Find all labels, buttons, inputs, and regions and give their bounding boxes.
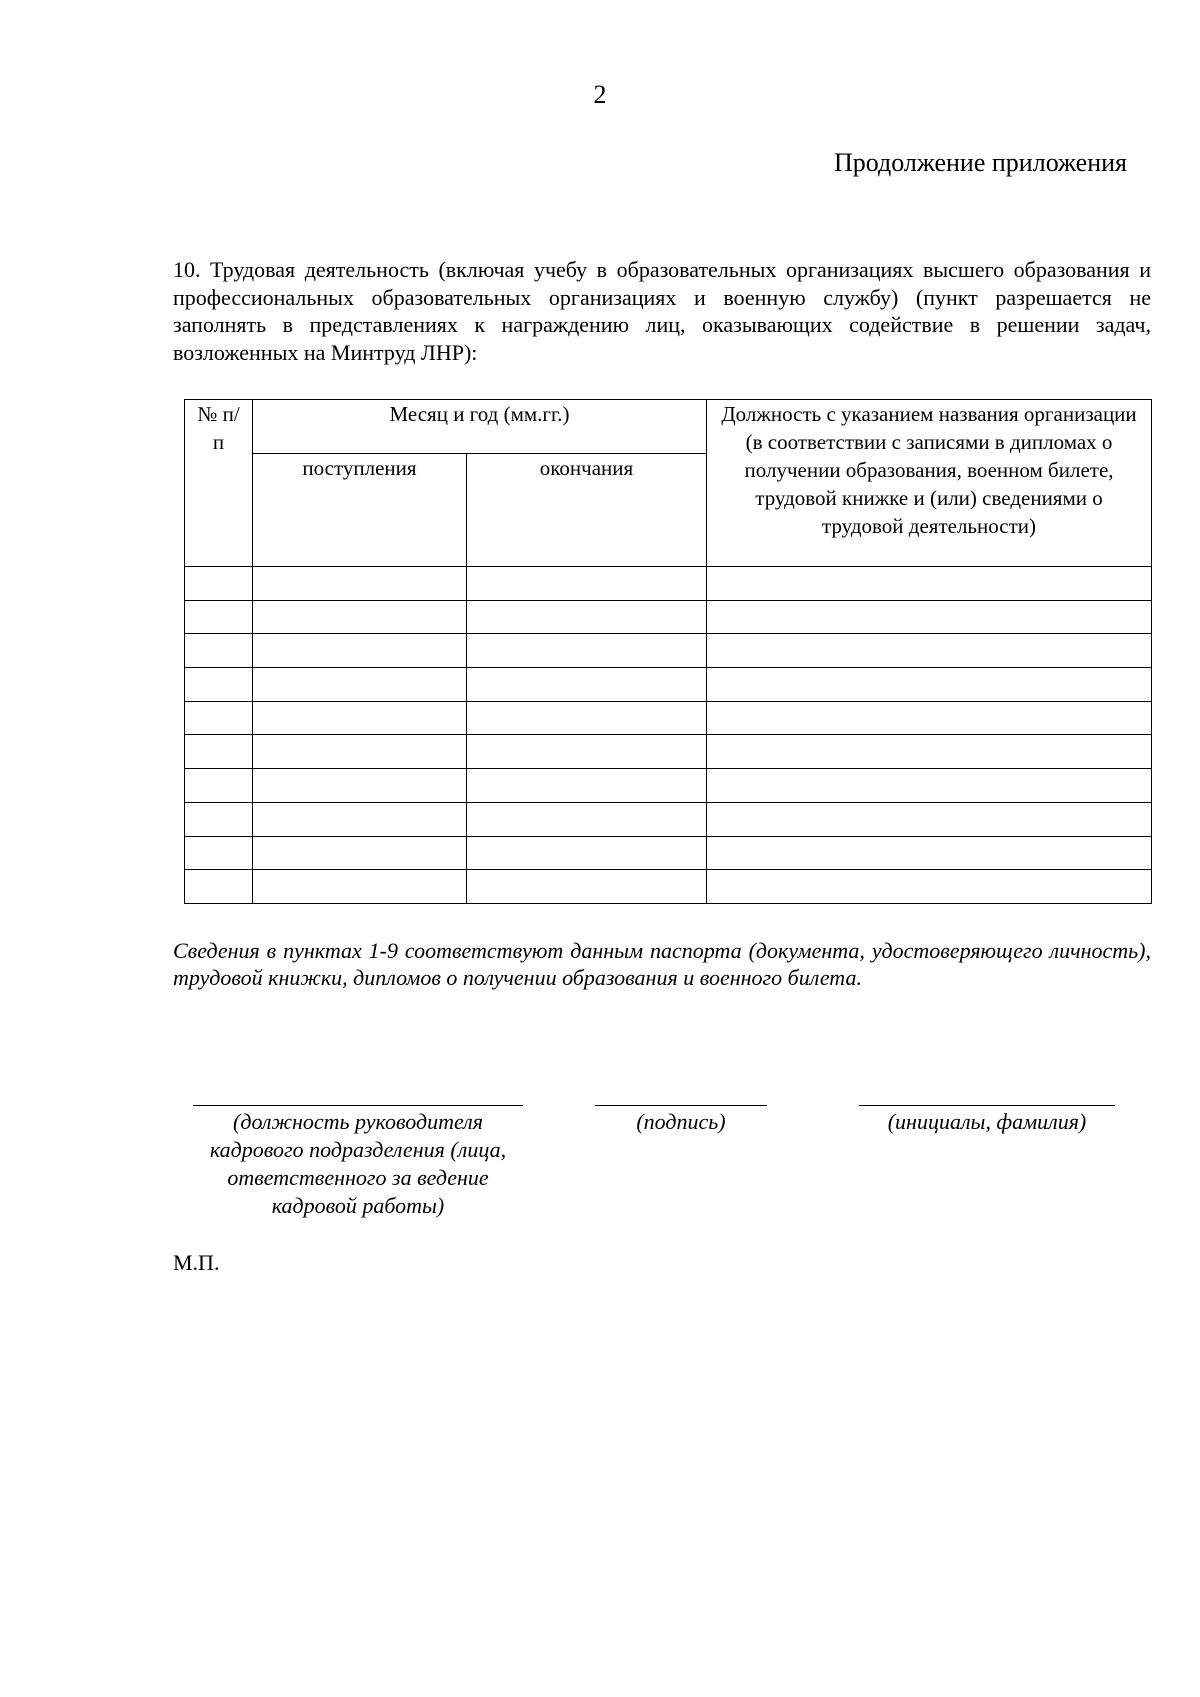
position-label: (должность руководителя кадрового подразделения (лица, ответственного за ведение кадровой работы) (209, 1109, 507, 1218)
table-header-row (185, 400, 1152, 454)
table-cell[interactable] (253, 668, 467, 702)
table-cell[interactable] (467, 769, 707, 803)
table-cell[interactable] (467, 735, 707, 769)
table-cell[interactable] (185, 802, 253, 836)
position-line[interactable] (193, 1105, 523, 1106)
table-row (185, 735, 1152, 769)
table-cell[interactable] (707, 735, 1152, 769)
work-activity-table (184, 399, 1152, 904)
table-cell[interactable] (185, 634, 253, 668)
table-cell[interactable] (253, 600, 467, 634)
table-row (185, 701, 1152, 735)
table-cell[interactable] (185, 668, 253, 702)
table-row (185, 634, 1152, 668)
table-cell[interactable] (467, 567, 707, 601)
table-cell[interactable] (185, 870, 253, 904)
name-line[interactable] (859, 1105, 1115, 1106)
table-cell[interactable] (707, 668, 1152, 702)
table-row (185, 567, 1152, 601)
col-end-header: окончания (467, 454, 707, 567)
table-cell[interactable] (253, 769, 467, 803)
table-cell[interactable] (185, 701, 253, 735)
table-row (185, 870, 1152, 904)
table-row (185, 802, 1152, 836)
table-cell[interactable] (707, 634, 1152, 668)
signature-block-position (188, 1105, 528, 1220)
col-number-header: № п/п (185, 400, 253, 567)
table-cell[interactable] (467, 668, 707, 702)
signature-block-sign (593, 1105, 769, 1136)
table-cell[interactable] (467, 634, 707, 668)
table-cell[interactable] (467, 701, 707, 735)
table-cell[interactable] (185, 836, 253, 870)
table-cell[interactable] (467, 870, 707, 904)
table-cell[interactable] (253, 735, 467, 769)
stamp-place: М.П. (173, 1250, 220, 1275)
certification-note: Сведения в пунктах 1-9 соответствуют данным паспорта (документа, удостоверяющего личность), трудовой книжки, дипломов о получении образования и военного билета. (173, 938, 1151, 990)
table-cell[interactable] (185, 735, 253, 769)
table-row (185, 769, 1152, 803)
table-cell[interactable] (253, 701, 467, 735)
table-cell[interactable] (253, 567, 467, 601)
table-cell[interactable] (707, 802, 1152, 836)
signature-block-name (857, 1105, 1117, 1136)
table-cell[interactable] (707, 870, 1152, 904)
table-cell[interactable] (707, 769, 1152, 803)
col-start-header: поступления (253, 454, 467, 567)
table-cell[interactable] (467, 836, 707, 870)
table-cell[interactable] (467, 802, 707, 836)
table-row (185, 836, 1152, 870)
table-row (185, 600, 1152, 634)
continuation-heading: Продолжение приложения (833, 148, 1127, 177)
name-label: (инициалы, фамилия) (887, 1109, 1087, 1134)
col-month-year-header: Месяц и год (мм.гг.) (253, 400, 707, 454)
signature-label: (подпись) (636, 1109, 726, 1134)
table-cell[interactable] (467, 600, 707, 634)
table-cell[interactable] (185, 769, 253, 803)
table-cell[interactable] (253, 870, 467, 904)
table-cell[interactable] (707, 600, 1152, 634)
table-cell[interactable] (707, 567, 1152, 601)
table-cell[interactable] (707, 701, 1152, 735)
section-10-text: 10. Трудовая деятельность (включая учебу в образовательных организациях высшего образования и профессиональных образовательных организациях и военную службу) (пункт разрешается не заполнять в представлениях к награждению лиц, оказывающих содействие в решении задач, возложенных на Минтруд ЛНР): (173, 257, 1151, 365)
table-cell[interactable] (253, 836, 467, 870)
table-cell[interactable] (185, 600, 253, 634)
col-position-header: Должность с указанием названия организации (в соответствии с записями в дипломах о получении образования, военном билете, трудовой книжке и (или) сведениями о трудовой деятельности) (707, 400, 1152, 567)
table-cell[interactable] (185, 567, 253, 601)
table-cell[interactable] (253, 802, 467, 836)
table-cell[interactable] (707, 836, 1152, 870)
table-cell[interactable] (253, 634, 467, 668)
page-number: 2 (593, 80, 607, 109)
table-row (185, 668, 1152, 702)
signature-line[interactable] (595, 1105, 767, 1106)
